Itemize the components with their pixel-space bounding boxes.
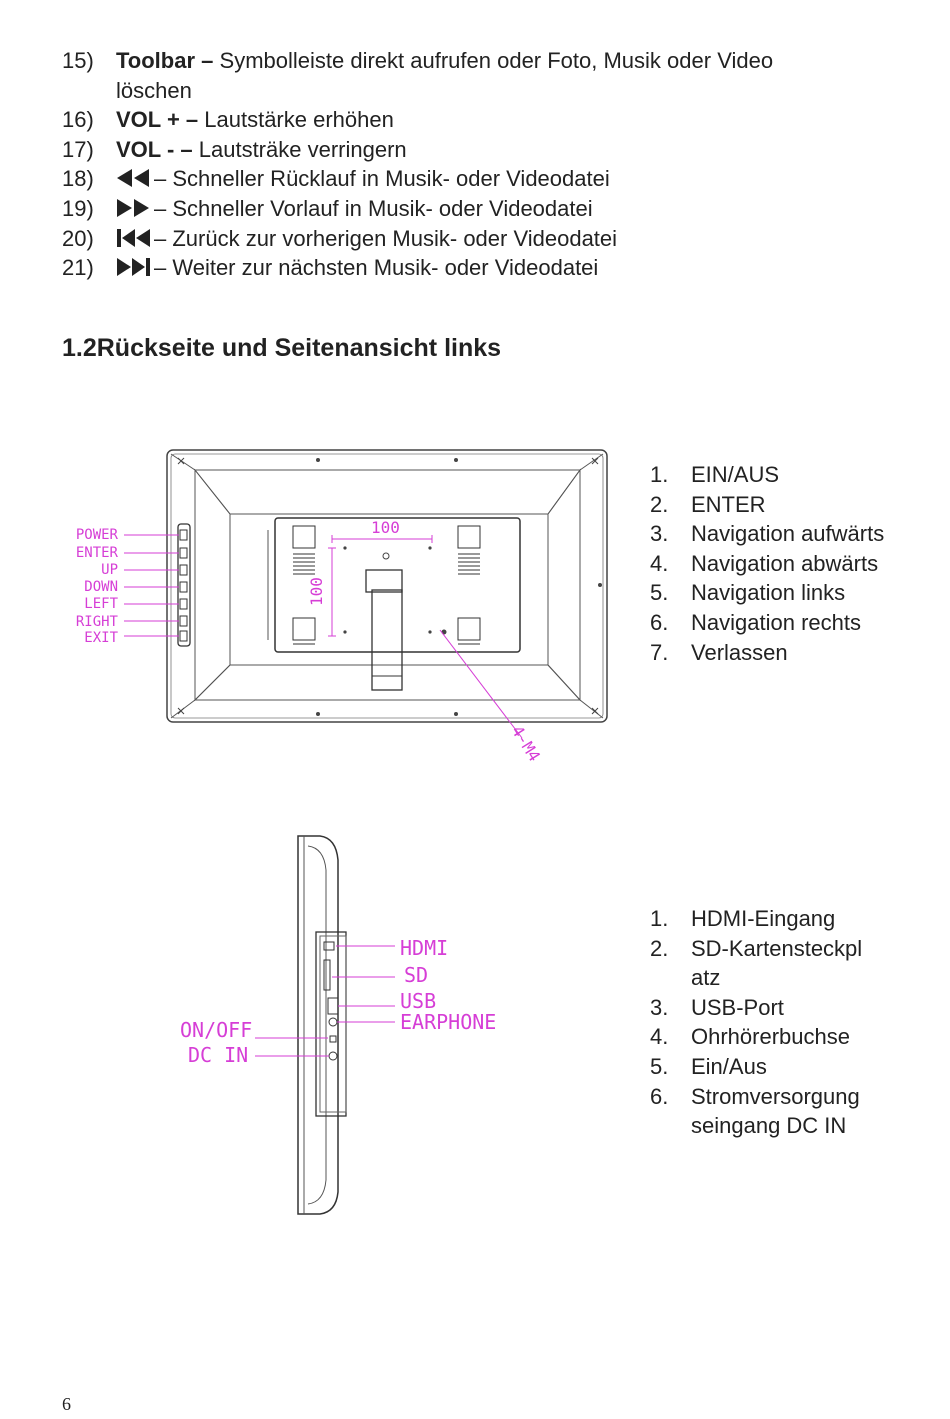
list-item — [650, 638, 890, 668]
list-item — [650, 1022, 890, 1052]
list-item — [650, 904, 890, 934]
key-description: Lautstärke erhöhen — [204, 107, 394, 133]
item-number: 3. — [650, 521, 669, 547]
item-number: 18) — [62, 166, 94, 192]
item-number: 16) — [62, 107, 94, 133]
port-label-on-off: ON/OFF — [180, 1018, 253, 1042]
dimension-vertical: 100 — [307, 577, 326, 606]
item-text: Verlassen — [691, 639, 788, 665]
list-item — [650, 934, 890, 993]
item-number: 6. — [650, 609, 669, 635]
list-item — [650, 578, 890, 608]
item-number: 5. — [650, 1053, 669, 1079]
key-description: – Schneller Rücklauf in Musik- oder Videodatei — [154, 166, 610, 192]
item-number: 20) — [62, 225, 94, 251]
button-label-right: RIGHT — [75, 614, 118, 630]
list-item — [650, 549, 890, 579]
item-number: 1. — [650, 462, 669, 487]
item-number: 7. — [650, 639, 669, 665]
button-label-left: LEFT — [84, 596, 118, 612]
item-number: 19) — [62, 195, 94, 221]
key-label: Toolbar – — [116, 48, 214, 73]
back-view-list — [650, 460, 890, 667]
key-description: Symbolleiste direkt aufrufen oder Foto, Musik oder Video — [219, 48, 774, 73]
button-label-exit: EXIT — [84, 630, 118, 646]
button-label-up: UP — [101, 562, 118, 578]
section-heading: 1.2Rückseite und Seitenansicht links — [62, 334, 502, 362]
item-number: 4. — [650, 550, 669, 576]
item-text: Navigation links — [691, 580, 846, 606]
item-text: EIN/AUS — [691, 462, 780, 487]
port-label-hdmi: HDMI — [400, 936, 449, 960]
list-item — [62, 164, 902, 194]
side-view-list — [650, 904, 890, 1141]
list-item — [62, 253, 902, 283]
key-label: VOL - – — [116, 136, 193, 162]
item-text: Ohrhörerbuchse — [691, 1024, 850, 1050]
item-text: Navigation aufwärts — [691, 521, 885, 547]
item-number: 21) — [62, 255, 94, 281]
list-item — [650, 490, 890, 520]
item-number: 2. — [650, 935, 669, 961]
fast-forward-icon — [116, 198, 152, 218]
key-description-cont: löschen — [116, 77, 192, 103]
port-label-earphone: EARPHONE — [400, 1010, 497, 1034]
item-number: 6. — [650, 1083, 669, 1109]
key-description: – Schneller Vorlauf in Musik- oder Videodatei — [154, 195, 593, 221]
list-item — [650, 1082, 890, 1141]
key-description: Lautsträke verringern — [198, 136, 407, 162]
item-text: HDMI-Eingang — [691, 906, 836, 931]
button-label-enter: ENTER — [75, 545, 118, 561]
button-label-power: POWER — [75, 527, 118, 543]
side-view-diagram — [170, 830, 510, 1220]
dimension-horizontal: 100 — [371, 518, 400, 537]
button-label-down: DOWN — [84, 579, 118, 595]
item-text: Navigation rechts — [691, 609, 861, 635]
screw-label: 4-M4 — [507, 722, 545, 765]
item-number: 15) — [62, 48, 94, 73]
list-item — [62, 105, 902, 135]
list-item — [62, 224, 902, 254]
item-number: 4. — [650, 1024, 669, 1050]
rewind-icon — [116, 168, 152, 188]
item-number: 3. — [650, 994, 669, 1020]
port-label-sd: SD — [404, 963, 429, 987]
list-item — [62, 194, 902, 224]
list-item — [62, 135, 902, 165]
key-description: – Zurück zur vorherigen Musik- oder Videodatei — [154, 225, 618, 251]
key-label: VOL + – — [116, 107, 199, 133]
item-number: 1. — [650, 906, 669, 931]
item-text: USB-Port — [691, 994, 784, 1020]
key-function-list — [62, 46, 902, 283]
item-text: Stromversorgung seingang DC IN — [691, 1083, 860, 1139]
list-item — [650, 519, 890, 549]
list-item — [650, 993, 890, 1023]
item-number: 5. — [650, 580, 669, 606]
item-text: ENTER — [691, 491, 766, 517]
port-label-dc-in: DC IN — [188, 1043, 249, 1067]
list-item — [650, 460, 890, 490]
port-label-usb: USB — [400, 989, 437, 1013]
key-description: – Weiter zur nächsten Musik- oder Videodatei — [154, 255, 599, 281]
previous-track-icon — [116, 228, 152, 248]
item-text: SD-Kartensteckpl atz — [691, 935, 863, 991]
item-text: Navigation abwärts — [691, 550, 879, 576]
item-number: 17) — [62, 136, 94, 162]
list-item — [650, 608, 890, 638]
list-item — [62, 46, 902, 105]
item-number: 2. — [650, 491, 669, 517]
item-text: Ein/Aus — [691, 1053, 767, 1079]
list-item — [650, 1052, 890, 1082]
page-number: 6 — [62, 1394, 71, 1414]
back-view-diagram — [60, 440, 620, 790]
next-track-icon — [116, 257, 152, 277]
